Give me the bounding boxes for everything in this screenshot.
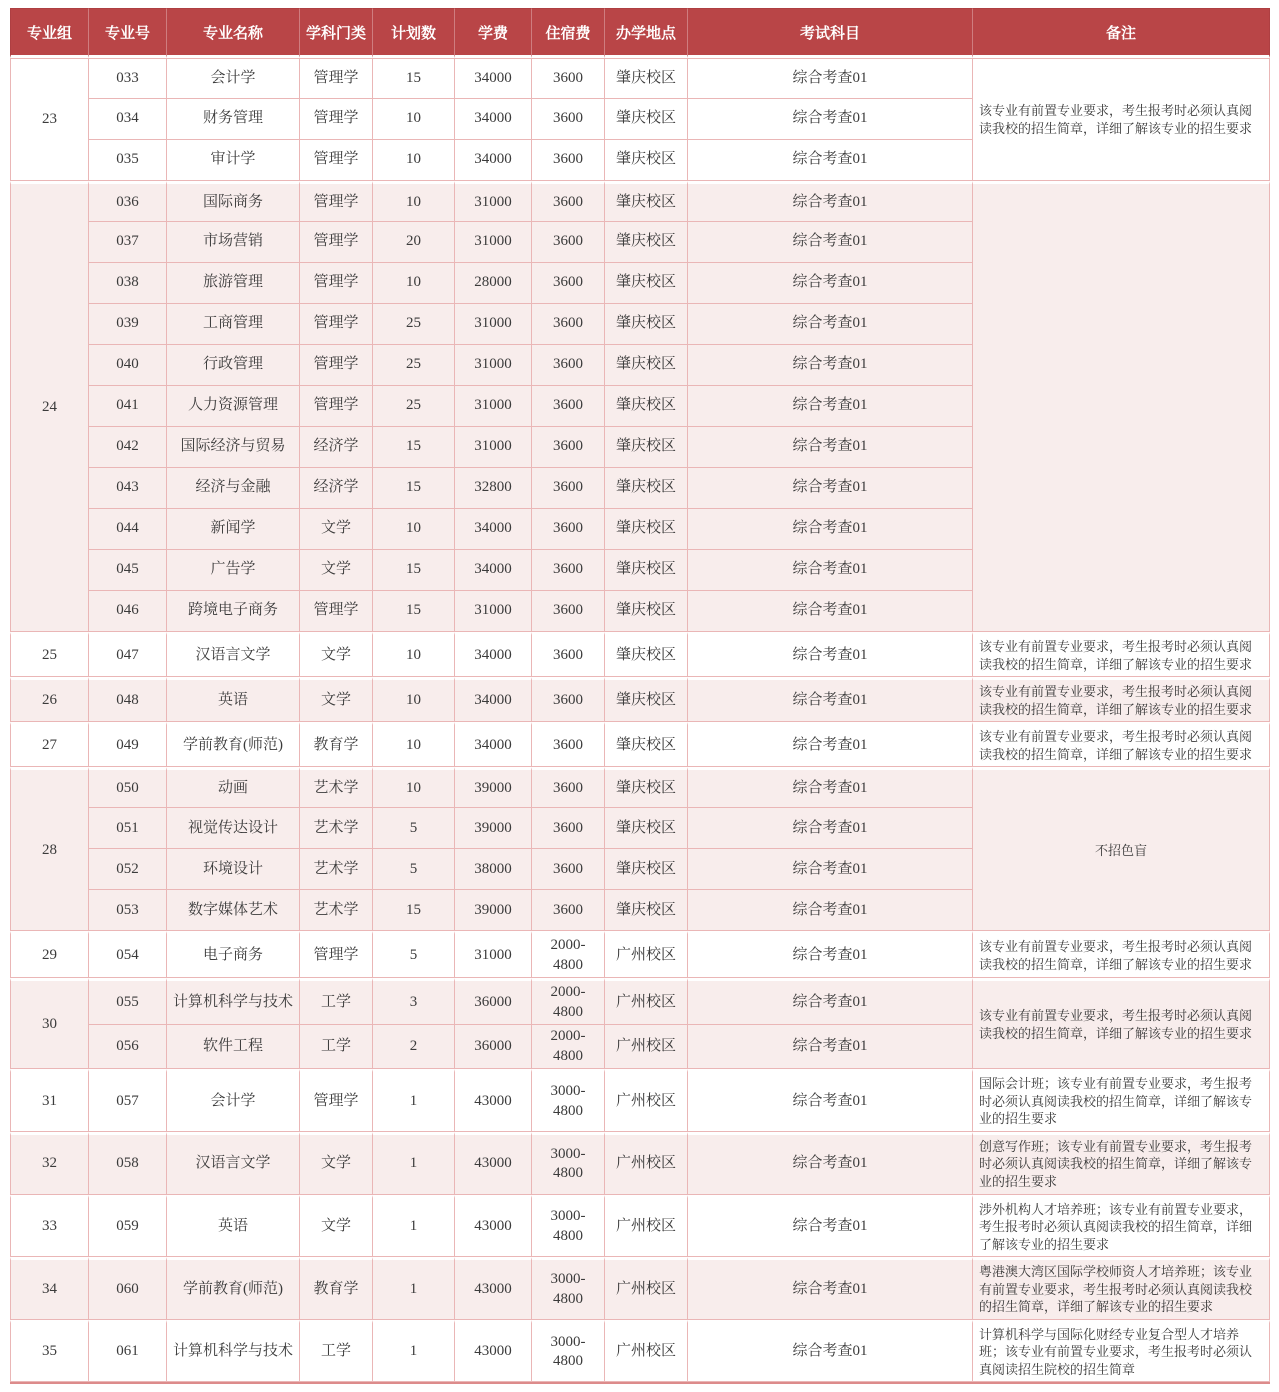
cell-location: 肇庆校区 — [605, 632, 688, 677]
cell-discipline: 管理学 — [300, 222, 373, 263]
cell-discipline: 文学 — [300, 632, 373, 677]
cell-major-name: 计算机科学与技术 — [167, 1320, 300, 1383]
cell-tuition: 31000 — [455, 304, 532, 345]
cell-exam-subjects: 综合考查01 — [688, 1069, 973, 1132]
cell-plan-count: 15 — [373, 591, 455, 632]
cell-location: 广州校区 — [605, 1195, 688, 1258]
cell-major-no: 052 — [89, 849, 167, 890]
major-group-24 — [10, 181, 1270, 632]
major-group-26 — [10, 677, 1270, 722]
cell-accommodation-fee: 3600 — [532, 427, 605, 468]
cell-location: 广州校区 — [605, 1257, 688, 1320]
table-header-row — [10, 8, 1270, 58]
cell-plan-count: 15 — [373, 890, 455, 931]
cell-location: 肇庆校区 — [605, 304, 688, 345]
cell-remark: 不招色盲 — [973, 767, 1270, 931]
cell-accommodation-fee: 3000-4800 — [532, 1069, 605, 1132]
cell-location: 广州校区 — [605, 1069, 688, 1132]
cell-major-name: 计算机科学与技术 — [167, 978, 300, 1025]
major-group-31 — [10, 1069, 1270, 1132]
cell-location: 肇庆校区 — [605, 677, 688, 722]
cell-discipline: 管理学 — [300, 181, 373, 222]
cell-major-name: 国际商务 — [167, 181, 300, 222]
cell-major-name: 数字媒体艺术 — [167, 890, 300, 931]
cell-exam-subjects: 综合考查01 — [688, 509, 973, 550]
cell-major-name: 旅游管理 — [167, 263, 300, 304]
cell-accommodation-fee: 3600 — [532, 304, 605, 345]
cell-accommodation-fee: 3600 — [532, 58, 605, 99]
cell-discipline: 文学 — [300, 550, 373, 591]
cell-group-number: 31 — [10, 1069, 89, 1132]
cell-plan-count: 20 — [373, 222, 455, 263]
cell-discipline: 管理学 — [300, 304, 373, 345]
major-group-32 — [10, 1132, 1270, 1195]
cell-major-no: 058 — [89, 1132, 167, 1195]
cell-tuition: 38000 — [455, 849, 532, 890]
major-group-29 — [10, 931, 1270, 978]
cell-major-no: 055 — [89, 978, 167, 1025]
cell-location: 肇庆校区 — [605, 222, 688, 263]
cell-plan-count: 1 — [373, 1195, 455, 1258]
header-major-name: 专业名称 — [167, 8, 300, 58]
cell-exam-subjects: 综合考查01 — [688, 722, 973, 767]
cell-exam-subjects: 综合考查01 — [688, 181, 973, 222]
cell-exam-subjects: 综合考查01 — [688, 849, 973, 890]
cell-tuition: 34000 — [455, 509, 532, 550]
header-plan-count: 计划数 — [373, 8, 455, 58]
cell-tuition: 39000 — [455, 767, 532, 808]
cell-major-name: 新闻学 — [167, 509, 300, 550]
cell-plan-count: 10 — [373, 632, 455, 677]
cell-major-name: 软件工程 — [167, 1025, 300, 1069]
cell-major-name: 工商管理 — [167, 304, 300, 345]
cell-plan-count: 5 — [373, 931, 455, 978]
cell-major-name: 学前教育(师范) — [167, 1257, 300, 1320]
table-row — [10, 632, 1270, 677]
cell-tuition: 31000 — [455, 181, 532, 222]
cell-plan-count: 10 — [373, 509, 455, 550]
cell-major-no: 045 — [89, 550, 167, 591]
cell-tuition: 34000 — [455, 677, 532, 722]
cell-major-name: 动画 — [167, 767, 300, 808]
cell-exam-subjects: 综合考查01 — [688, 427, 973, 468]
cell-tuition: 43000 — [455, 1195, 532, 1258]
cell-group-number: 35 — [10, 1320, 89, 1383]
cell-exam-subjects: 综合考查01 — [688, 1320, 973, 1383]
cell-major-no: 040 — [89, 345, 167, 386]
header-major-no: 专业号 — [89, 8, 167, 58]
cell-remark: 创意写作班；该专业有前置专业要求，考生报考时必须认真阅读我校的招生简章，详细了解该专业的招生要求 — [973, 1132, 1270, 1195]
cell-discipline: 管理学 — [300, 386, 373, 427]
cell-plan-count: 15 — [373, 468, 455, 509]
cell-location: 肇庆校区 — [605, 509, 688, 550]
cell-major-no: 056 — [89, 1025, 167, 1069]
cell-major-name: 视觉传达设计 — [167, 808, 300, 849]
cell-location: 肇庆校区 — [605, 468, 688, 509]
cell-plan-count: 15 — [373, 550, 455, 591]
cell-exam-subjects: 综合考查01 — [688, 931, 973, 978]
cell-plan-count: 10 — [373, 181, 455, 222]
cell-plan-count: 15 — [373, 58, 455, 99]
cell-accommodation-fee: 2000-4800 — [532, 931, 605, 978]
cell-exam-subjects: 综合考查01 — [688, 1132, 973, 1195]
cell-remark: 该专业有前置专业要求，考生报考时必须认真阅读我校的招生简章，详细了解该专业的招生要求 — [973, 931, 1270, 978]
cell-location: 肇庆校区 — [605, 140, 688, 181]
cell-major-no: 033 — [89, 58, 167, 99]
cell-location: 肇庆校区 — [605, 58, 688, 99]
cell-discipline: 管理学 — [300, 58, 373, 99]
admissions-plan-table — [10, 8, 1270, 1384]
cell-exam-subjects: 综合考查01 — [688, 58, 973, 99]
cell-exam-subjects: 综合考查01 — [688, 1025, 973, 1069]
cell-tuition: 36000 — [455, 978, 532, 1025]
cell-remark: 国际会计班；该专业有前置专业要求，考生报考时必须认真阅读我校的招生简章，详细了解该专业的招生要求 — [973, 1069, 1270, 1132]
cell-major-name: 跨境电子商务 — [167, 591, 300, 632]
cell-accommodation-fee: 3000-4800 — [532, 1257, 605, 1320]
cell-discipline: 管理学 — [300, 99, 373, 140]
cell-remark — [973, 181, 1270, 632]
cell-accommodation-fee: 3000-4800 — [532, 1195, 605, 1258]
cell-exam-subjects: 综合考查01 — [688, 808, 973, 849]
cell-major-name: 财务管理 — [167, 99, 300, 140]
major-group-25 — [10, 632, 1270, 677]
cell-accommodation-fee: 2000-4800 — [532, 1025, 605, 1069]
cell-major-name: 人力资源管理 — [167, 386, 300, 427]
cell-plan-count: 10 — [373, 677, 455, 722]
cell-location: 肇庆校区 — [605, 767, 688, 808]
cell-group-number: 30 — [10, 978, 89, 1069]
cell-tuition: 31000 — [455, 222, 532, 263]
cell-major-no: 057 — [89, 1069, 167, 1132]
cell-major-no: 044 — [89, 509, 167, 550]
cell-location: 广州校区 — [605, 1132, 688, 1195]
cell-discipline: 文学 — [300, 677, 373, 722]
cell-major-no: 049 — [89, 722, 167, 767]
cell-major-no: 036 — [89, 181, 167, 222]
cell-plan-count: 3 — [373, 978, 455, 1025]
cell-location: 肇庆校区 — [605, 808, 688, 849]
cell-exam-subjects: 综合考查01 — [688, 978, 973, 1025]
cell-exam-subjects: 综合考查01 — [688, 890, 973, 931]
cell-plan-count: 10 — [373, 722, 455, 767]
cell-accommodation-fee: 3600 — [532, 509, 605, 550]
cell-group-number: 26 — [10, 677, 89, 722]
cell-plan-count: 1 — [373, 1069, 455, 1132]
cell-exam-subjects: 综合考查01 — [688, 345, 973, 386]
cell-group-number: 32 — [10, 1132, 89, 1195]
cell-accommodation-fee: 3600 — [532, 550, 605, 591]
cell-accommodation-fee: 3600 — [532, 263, 605, 304]
cell-major-no: 050 — [89, 767, 167, 808]
cell-accommodation-fee: 3600 — [532, 468, 605, 509]
cell-major-no: 041 — [89, 386, 167, 427]
cell-discipline: 管理学 — [300, 591, 373, 632]
cell-group-number: 34 — [10, 1257, 89, 1320]
cell-discipline: 教育学 — [300, 722, 373, 767]
cell-location: 广州校区 — [605, 1025, 688, 1069]
cell-plan-count: 1 — [373, 1132, 455, 1195]
cell-plan-count: 25 — [373, 386, 455, 427]
cell-exam-subjects: 综合考查01 — [688, 550, 973, 591]
cell-exam-subjects: 综合考查01 — [688, 1257, 973, 1320]
cell-exam-subjects: 综合考查01 — [688, 222, 973, 263]
cell-tuition: 31000 — [455, 345, 532, 386]
cell-exam-subjects: 综合考查01 — [688, 468, 973, 509]
cell-discipline: 文学 — [300, 509, 373, 550]
cell-plan-count: 10 — [373, 140, 455, 181]
cell-major-name: 英语 — [167, 1195, 300, 1258]
cell-location: 肇庆校区 — [605, 386, 688, 427]
header-remark: 备注 — [973, 8, 1270, 58]
cell-accommodation-fee: 3600 — [532, 632, 605, 677]
cell-major-no: 043 — [89, 468, 167, 509]
cell-discipline: 艺术学 — [300, 808, 373, 849]
cell-major-name: 经济与金融 — [167, 468, 300, 509]
cell-accommodation-fee: 3600 — [532, 767, 605, 808]
cell-exam-subjects: 综合考查01 — [688, 767, 973, 808]
cell-location: 肇庆校区 — [605, 849, 688, 890]
cell-location: 肇庆校区 — [605, 591, 688, 632]
cell-tuition: 31000 — [455, 386, 532, 427]
cell-accommodation-fee: 3000-4800 — [532, 1132, 605, 1195]
cell-major-no: 037 — [89, 222, 167, 263]
table-row — [10, 58, 1270, 99]
table-row — [10, 1257, 1270, 1320]
major-group-35 — [10, 1320, 1270, 1383]
cell-tuition: 34000 — [455, 58, 532, 99]
major-group-28 — [10, 767, 1270, 931]
cell-accommodation-fee: 3600 — [532, 722, 605, 767]
table-row — [10, 181, 1270, 222]
cell-discipline: 管理学 — [300, 140, 373, 181]
cell-major-no: 047 — [89, 632, 167, 677]
table-row — [10, 1195, 1270, 1258]
cell-plan-count: 2 — [373, 1025, 455, 1069]
header-group: 专业组 — [10, 8, 89, 58]
cell-major-no: 061 — [89, 1320, 167, 1383]
header-exam-subjects: 考试科目 — [688, 8, 973, 58]
cell-tuition: 43000 — [455, 1132, 532, 1195]
table-row — [10, 1320, 1270, 1383]
cell-exam-subjects: 综合考查01 — [688, 386, 973, 427]
table-row — [10, 978, 1270, 1025]
cell-discipline: 文学 — [300, 1132, 373, 1195]
cell-location: 肇庆校区 — [605, 550, 688, 591]
cell-location: 广州校区 — [605, 978, 688, 1025]
cell-accommodation-fee: 3600 — [532, 181, 605, 222]
cell-remark: 计算机科学与国际化财经专业复合型人才培养班；该专业有前置专业要求，考生报考时必须认真阅读招生院校的招生简章 — [973, 1320, 1270, 1383]
cell-group-number: 23 — [10, 58, 89, 181]
cell-exam-subjects: 综合考查01 — [688, 263, 973, 304]
cell-accommodation-fee: 3600 — [532, 808, 605, 849]
cell-location: 肇庆校区 — [605, 263, 688, 304]
cell-remark: 该专业有前置专业要求，考生报考时必须认真阅读我校的招生简章，详细了解该专业的招生要求 — [973, 58, 1270, 181]
cell-major-no: 059 — [89, 1195, 167, 1258]
table-row — [10, 1069, 1270, 1132]
cell-remark: 该专业有前置专业要求，考生报考时必须认真阅读我校的招生简章，详细了解该专业的招生要求 — [973, 677, 1270, 722]
cell-major-name: 会计学 — [167, 58, 300, 99]
cell-discipline: 管理学 — [300, 931, 373, 978]
cell-plan-count: 1 — [373, 1320, 455, 1383]
cell-discipline: 教育学 — [300, 1257, 373, 1320]
cell-location: 肇庆校区 — [605, 722, 688, 767]
cell-tuition: 31000 — [455, 931, 532, 978]
cell-plan-count: 10 — [373, 263, 455, 304]
cell-major-name: 行政管理 — [167, 345, 300, 386]
cell-group-number: 27 — [10, 722, 89, 767]
major-group-23 — [10, 58, 1270, 181]
cell-group-number: 28 — [10, 767, 89, 931]
cell-discipline: 工学 — [300, 1025, 373, 1069]
cell-location: 广州校区 — [605, 931, 688, 978]
cell-discipline: 工学 — [300, 1320, 373, 1383]
cell-major-name: 国际经济与贸易 — [167, 427, 300, 468]
cell-accommodation-fee: 3600 — [532, 99, 605, 140]
cell-accommodation-fee: 2000-4800 — [532, 978, 605, 1025]
cell-major-name: 英语 — [167, 677, 300, 722]
cell-location: 广州校区 — [605, 1320, 688, 1383]
cell-tuition: 31000 — [455, 591, 532, 632]
cell-major-no: 054 — [89, 931, 167, 978]
cell-location: 肇庆校区 — [605, 181, 688, 222]
cell-tuition: 39000 — [455, 890, 532, 931]
cell-major-no: 039 — [89, 304, 167, 345]
cell-location: 肇庆校区 — [605, 99, 688, 140]
cell-exam-subjects: 综合考查01 — [688, 140, 973, 181]
cell-accommodation-fee: 3600 — [532, 677, 605, 722]
cell-tuition: 39000 — [455, 808, 532, 849]
cell-major-no: 060 — [89, 1257, 167, 1320]
cell-remark: 该专业有前置专业要求，考生报考时必须认真阅读我校的招生简章，详细了解该专业的招生要求 — [973, 722, 1270, 767]
table-row — [10, 931, 1270, 978]
cell-exam-subjects: 综合考查01 — [688, 304, 973, 345]
cell-tuition: 32800 — [455, 468, 532, 509]
cell-group-number: 24 — [10, 181, 89, 632]
cell-discipline: 管理学 — [300, 345, 373, 386]
cell-plan-count: 10 — [373, 99, 455, 140]
cell-discipline: 经济学 — [300, 468, 373, 509]
cell-discipline: 工学 — [300, 978, 373, 1025]
cell-tuition: 31000 — [455, 427, 532, 468]
cell-major-no: 042 — [89, 427, 167, 468]
cell-accommodation-fee: 3600 — [532, 890, 605, 931]
cell-exam-subjects: 综合考查01 — [688, 632, 973, 677]
cell-accommodation-fee: 3600 — [532, 591, 605, 632]
cell-tuition: 34000 — [455, 632, 532, 677]
cell-accommodation-fee: 3000-4800 — [532, 1320, 605, 1383]
cell-plan-count: 5 — [373, 849, 455, 890]
cell-major-name: 电子商务 — [167, 931, 300, 978]
cell-major-name: 汉语言文学 — [167, 632, 300, 677]
header-location: 办学地点 — [605, 8, 688, 58]
cell-location: 肇庆校区 — [605, 427, 688, 468]
cell-major-name: 广告学 — [167, 550, 300, 591]
cell-remark: 粤港澳大湾区国际学校师资人才培养班；该专业有前置专业要求，考生报考时必须认真阅读我校的招生简章，详细了解该专业的招生要求 — [973, 1257, 1270, 1320]
table-row — [10, 722, 1270, 767]
cell-accommodation-fee: 3600 — [532, 849, 605, 890]
major-group-34 — [10, 1257, 1270, 1320]
major-group-27 — [10, 722, 1270, 767]
cell-group-number: 33 — [10, 1195, 89, 1258]
cell-accommodation-fee: 3600 — [532, 140, 605, 181]
cell-tuition: 34000 — [455, 140, 532, 181]
cell-major-name: 会计学 — [167, 1069, 300, 1132]
cell-discipline: 经济学 — [300, 427, 373, 468]
table-row — [10, 677, 1270, 722]
cell-tuition: 36000 — [455, 1025, 532, 1069]
table-row — [10, 1132, 1270, 1195]
cell-tuition: 28000 — [455, 263, 532, 304]
cell-accommodation-fee: 3600 — [532, 222, 605, 263]
cell-tuition: 34000 — [455, 722, 532, 767]
cell-major-no: 038 — [89, 263, 167, 304]
cell-tuition: 34000 — [455, 550, 532, 591]
header-discipline: 学科门类 — [300, 8, 373, 58]
cell-remark: 该专业有前置专业要求，考生报考时必须认真阅读我校的招生简章，详细了解该专业的招生要求 — [973, 632, 1270, 677]
cell-major-name: 市场营销 — [167, 222, 300, 263]
cell-exam-subjects: 综合考查01 — [688, 1195, 973, 1258]
cell-plan-count: 15 — [373, 427, 455, 468]
cell-major-name: 环境设计 — [167, 849, 300, 890]
cell-discipline: 管理学 — [300, 263, 373, 304]
cell-remark: 涉外机构人才培养班；该专业有前置专业要求，考生报考时必须认真阅读我校的招生简章，详细了解该专业的招生要求 — [973, 1195, 1270, 1258]
cell-plan-count: 25 — [373, 304, 455, 345]
cell-remark: 该专业有前置专业要求，考生报考时必须认真阅读我校的招生简章，详细了解该专业的招生要求 — [973, 978, 1270, 1069]
cell-location: 肇庆校区 — [605, 345, 688, 386]
cell-major-no: 051 — [89, 808, 167, 849]
cell-group-number: 25 — [10, 632, 89, 677]
cell-group-number: 29 — [10, 931, 89, 978]
cell-major-name: 汉语言文学 — [167, 1132, 300, 1195]
cell-tuition: 43000 — [455, 1257, 532, 1320]
cell-discipline: 文学 — [300, 1195, 373, 1258]
cell-discipline: 艺术学 — [300, 767, 373, 808]
header-accommodation-fee: 住宿费 — [532, 8, 605, 58]
cell-exam-subjects: 综合考查01 — [688, 677, 973, 722]
cell-plan-count: 25 — [373, 345, 455, 386]
cell-discipline: 艺术学 — [300, 849, 373, 890]
major-group-30 — [10, 978, 1270, 1069]
cell-plan-count: 5 — [373, 808, 455, 849]
cell-major-name: 审计学 — [167, 140, 300, 181]
cell-major-no: 034 — [89, 99, 167, 140]
cell-exam-subjects: 综合考查01 — [688, 591, 973, 632]
cell-major-no: 035 — [89, 140, 167, 181]
table-row — [10, 767, 1270, 808]
cell-major-name: 学前教育(师范) — [167, 722, 300, 767]
cell-discipline: 艺术学 — [300, 890, 373, 931]
cell-accommodation-fee: 3600 — [532, 386, 605, 427]
major-group-33 — [10, 1195, 1270, 1258]
cell-accommodation-fee: 3600 — [532, 345, 605, 386]
cell-tuition: 34000 — [455, 99, 532, 140]
header-tuition: 学费 — [455, 8, 532, 58]
cell-major-no: 048 — [89, 677, 167, 722]
cell-major-no: 046 — [89, 591, 167, 632]
cell-plan-count: 10 — [373, 767, 455, 808]
cell-tuition: 43000 — [455, 1069, 532, 1132]
cell-location: 肇庆校区 — [605, 890, 688, 931]
cell-major-no: 053 — [89, 890, 167, 931]
cell-tuition: 43000 — [455, 1320, 532, 1383]
cell-plan-count: 1 — [373, 1257, 455, 1320]
cell-discipline: 管理学 — [300, 1069, 373, 1132]
cell-exam-subjects: 综合考查01 — [688, 99, 973, 140]
